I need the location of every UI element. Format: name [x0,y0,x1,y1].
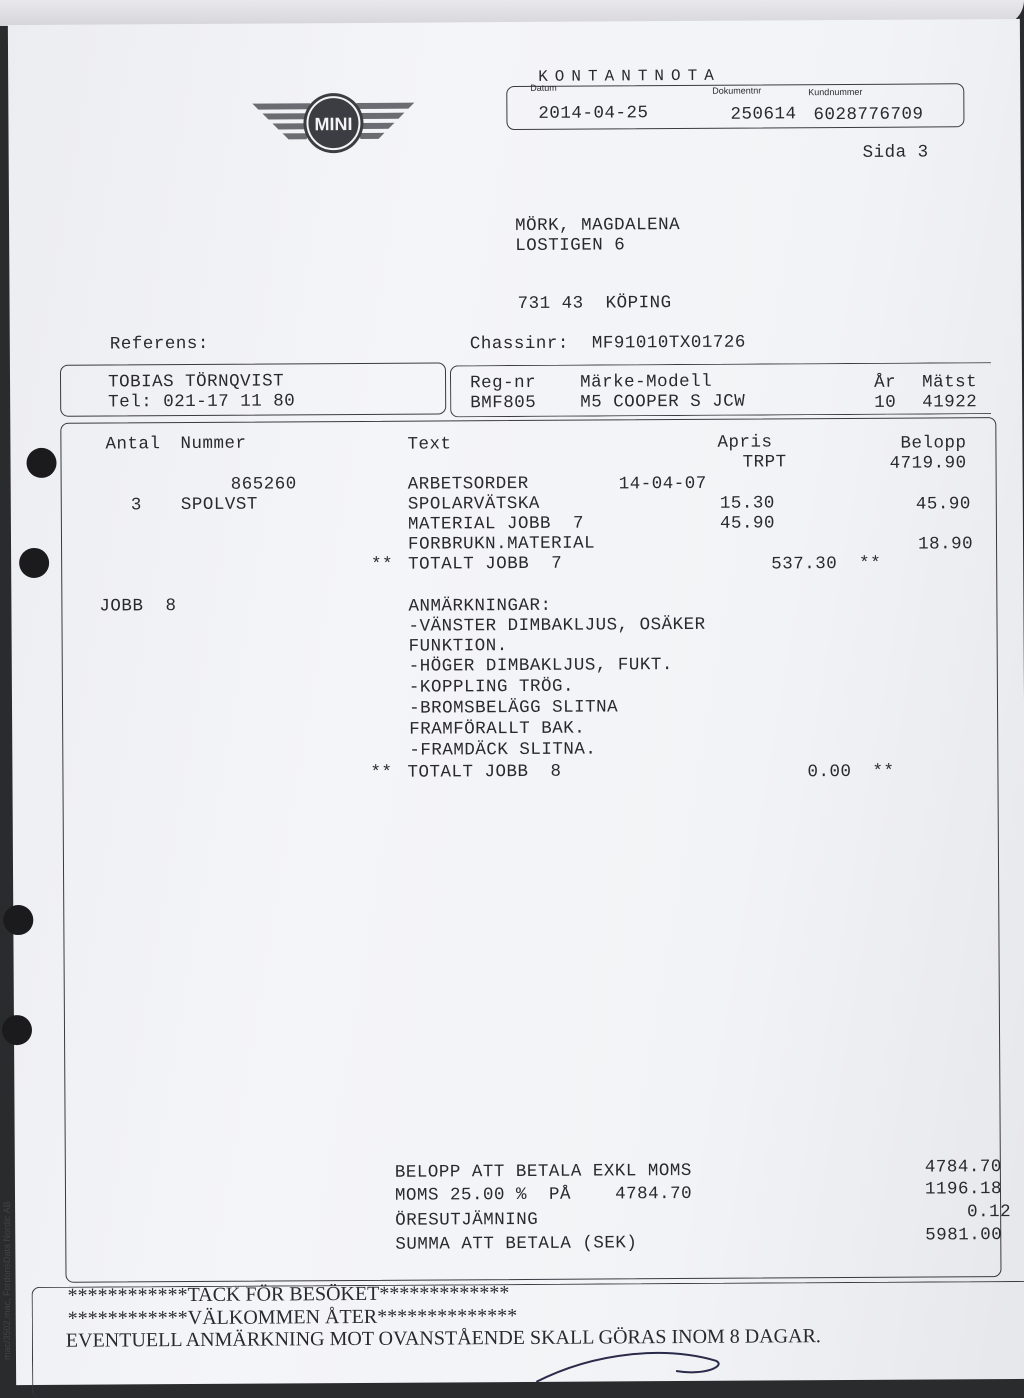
spol-price: 15.30 [719,493,775,514]
col-antal: Antal [105,434,161,455]
spol-qty: 3 [130,495,142,516]
excl-vat-label: BELOPP ATT BETALA EXKL MOMS [394,1160,692,1183]
punch-hole [3,905,33,935]
reference-name: TOBIAS TÖRNQVIST [107,371,285,393]
document-type: KONTANTNOTA [538,66,721,86]
trpt-amount: 4719.90 [889,453,967,474]
footer-welcome: ************VÄLKOMMEN ÅTER************** [67,1305,518,1330]
total8-amount: 0.00 [807,761,852,783]
excl-vat-value: 4784.70 [924,1157,1002,1178]
footer-remark: EVENTUELL ANMÄRKNING MOT OVANSTÅENDE SKALL GÖRAS INOM 8 DAGAR. [65,1325,821,1352]
note-line: -BROMSBELÄGG SLITNA [408,697,619,719]
order-number: 865260 [230,474,297,495]
form-print-code: mac/3502.mac, FordonsData Nordic AB [2,1201,12,1360]
rounding-value: 0.12 [967,1201,1012,1223]
note-line: FUNKTION. [408,636,508,657]
punch-hole [26,448,56,478]
note-line: FRAMFÖRALLT BAK. [409,718,586,740]
meter-label: Mätst [921,372,978,393]
col-belopp: Belopp [900,433,967,454]
col-text: Text [407,434,452,455]
notes-heading: ANMÄRKNINGAR: [408,595,552,617]
total7-stars: ** [371,554,394,575]
material-text: MATERIAL JOBB 7 [407,513,585,535]
order-date: 14-04-07 [618,473,707,495]
total7-stars: ** [859,553,882,574]
reference-phone: Tel: 021-17 11 80 [108,391,296,413]
total8-text: TOTALT JOBB 8 [407,761,562,783]
reg-label: Reg-nr [469,372,537,394]
year-label: År [873,372,897,393]
invoice-paper [8,19,1024,1385]
total8-stars: ** [370,762,393,783]
invoice-date: 2014-04-25 [538,103,649,124]
total-label: SUMMA ATT BETALA (SEK) [395,1233,638,1255]
model-label: Märke-Modell [579,371,713,393]
reg-number: BMF805 [470,392,537,414]
note-line: -FRAMDÄCK SLITNA. [409,739,597,761]
date-label: Datum [530,82,557,93]
punch-hole [2,1015,32,1045]
customer-postal: 731 43 KÖPING [517,293,672,314]
footer-thanks: ************TACK FÖR BESÖKET************* [67,1282,510,1307]
job8-label: JOBB 8 [99,596,177,617]
order-text: ARBETSORDER [407,473,529,495]
rounding-label: ÖRESUTJÄMNING [395,1209,539,1231]
spol-amount: 45.90 [915,494,971,515]
punch-hole [19,548,49,578]
total8-stars: ** [872,761,895,782]
forbrukn-text: FORBRUKN.MATERIAL [407,533,596,555]
spol-number: SPOLVST [180,494,258,516]
signature-stroke [536,1341,736,1387]
note-line: -VÄNSTER DIMBAKLJUS, OSÄKER [408,614,706,637]
col-nummer: Nummer [180,433,247,455]
mini-logo [248,85,418,166]
vehicle-model: M5 COOPER S JCW [580,391,746,413]
note-line: -HÖGER DIMBAKLJUS, FUKT. [408,655,673,677]
col-apris: Apris [717,432,773,453]
material-price: 45.90 [719,513,775,534]
total-value: 5981.00 [925,1225,1003,1246]
custnr-label: Kundnummer [808,86,863,98]
total7-text: TOTALT JOBB 7 [408,553,563,575]
document-number: 250614 [730,104,797,125]
meter-reading: 41922 [922,392,978,413]
vehicle-year: 10 [874,392,897,413]
logo-text: MINI [314,114,353,135]
vat-value: 1196.18 [924,1179,1003,1200]
customer-street: LOSTIGEN 6 [515,235,626,257]
chassis-label: Chassinr: [469,333,569,355]
customer-number: 6028776709 [813,104,924,126]
forbrukn-amount: 18.90 [917,534,974,555]
spol-text: SPOLARVÄTSKA [407,493,540,515]
page-number: Sida 3 [862,142,929,163]
reference-label: Referens: [109,333,209,355]
vat-label: MOMS 25.00 % PÅ 4784.70 [394,1183,693,1206]
docnr-label: Dokumentnr [712,85,762,96]
chassis-number: MF91010TX01726 [591,332,746,354]
trpt-label: TRPT [742,452,787,473]
note-line: -KOPPLING TRÖG. [408,676,574,698]
total7-amount: 537.30 [771,554,838,575]
customer-name: MÖRK, MAGDALENA [515,215,681,237]
